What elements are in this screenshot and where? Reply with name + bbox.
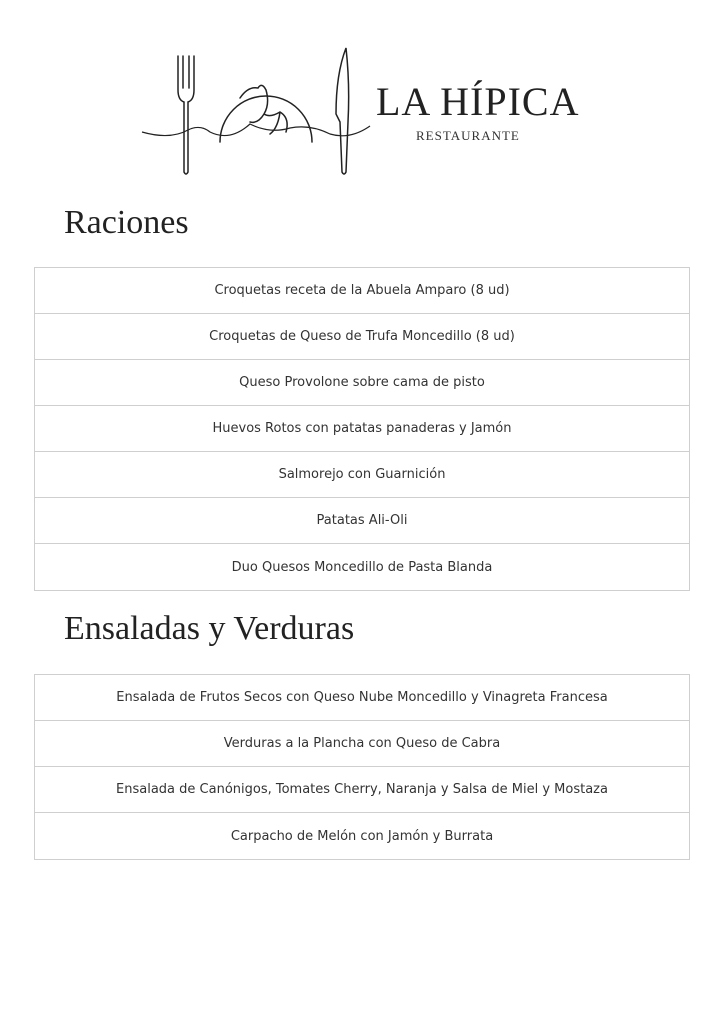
menu-item: Salmorejo con Guarnición xyxy=(35,452,689,498)
menu-item: Verduras a la Plancha con Queso de Cabra xyxy=(35,721,689,767)
menu-item: Huevos Rotos con patatas panaderas y Jamón xyxy=(35,406,689,452)
menu-table-ensaladas xyxy=(34,674,690,860)
section-title-raciones: Raciones xyxy=(64,204,189,241)
brand-subtitle: RESTAURANTE xyxy=(416,128,520,143)
menu-item: Croquetas de Queso de Trufa Moncedillo (8 ud) xyxy=(35,314,689,360)
brand-name: LA HÍPICA xyxy=(376,79,580,124)
menu-item: Carpacho de Melón con Jamón y Burrata xyxy=(230,828,494,844)
menu-item: Patatas Ali-Oli xyxy=(35,498,689,544)
menu-item: Croquetas receta de la Abuela Amparo (8 ud) xyxy=(35,268,689,314)
menu-item: Duo Quesos Moncedillo de Pasta Blanda xyxy=(231,559,493,575)
fork-icon xyxy=(178,56,194,174)
menu-item: Queso Provolone sobre cama de pisto xyxy=(35,360,689,406)
section-title-ensaladas: Ensaladas y Verduras xyxy=(64,610,355,647)
menu-item: Ensalada de Canónigos, Tomates Cherry, Naranja y Salsa de Miel y Mostaza xyxy=(35,767,689,813)
knife-icon xyxy=(336,48,349,174)
flourish-line-icon xyxy=(142,124,370,136)
menu-table-raciones xyxy=(34,267,690,591)
menu-item: Ensalada de Frutos Secos con Queso Nube Moncedillo y Vinagreta Francesa xyxy=(35,675,689,721)
